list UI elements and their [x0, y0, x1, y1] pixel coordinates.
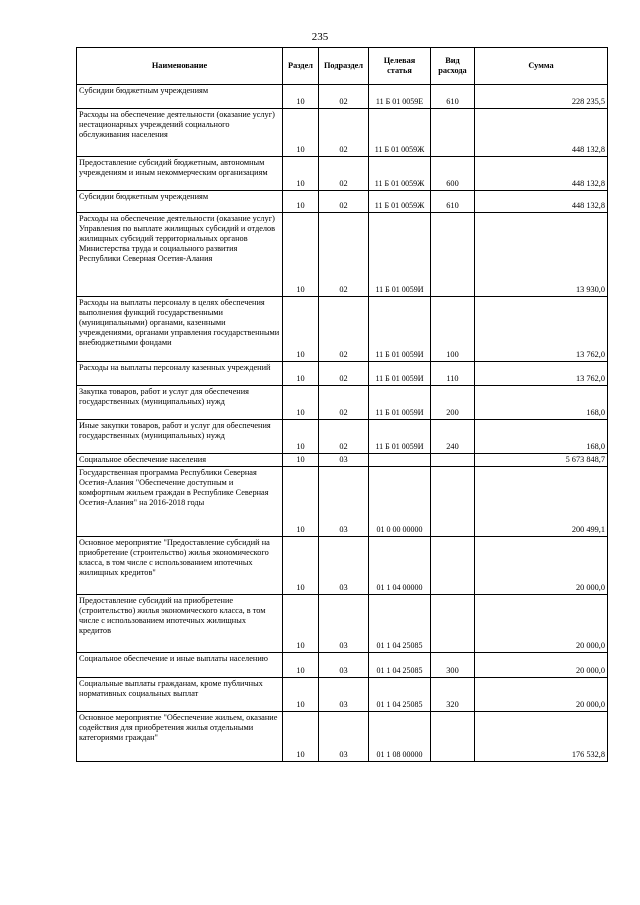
- row-target-article: 11 Б 01 0059И: [369, 362, 431, 386]
- row-section: 10: [283, 467, 319, 537]
- row-target-article: 01 1 04 25085: [369, 678, 431, 712]
- row-amount: 20 000,0: [475, 595, 608, 653]
- row-expense-type: 200: [431, 386, 475, 420]
- row-target-article: [369, 454, 431, 467]
- row-amount: 448 132,8: [475, 109, 608, 157]
- table-row: [77, 537, 608, 595]
- table-row: [77, 85, 608, 109]
- header-section: Раздел: [283, 48, 319, 85]
- row-name: Предоставление субсидий бюджетным, автономным учреждениям и иным некоммерческим организациям: [77, 157, 283, 191]
- row-expense-type: 610: [431, 85, 475, 109]
- row-amount: 168,0: [475, 386, 608, 420]
- row-name: Предоставление субсидий на приобретение (строительство) жилья экономического класса, в том числе с использованием ипотечных жилищных кредитов: [77, 595, 283, 653]
- header-row: [77, 48, 608, 85]
- table-row: [77, 191, 608, 213]
- row-subsection: 02: [319, 191, 369, 213]
- row-target-article: 11 Б 01 0059И: [369, 213, 431, 297]
- row-name: Основное мероприятие "Предоставление субсидий на приобретение (строительство) жилья экономического класса, в том числе с использованием ипотечных жилищных кредитов": [77, 537, 283, 595]
- row-section: 10: [283, 653, 319, 678]
- row-amount: 13 930,0: [475, 213, 608, 297]
- row-expense-type: [431, 595, 475, 653]
- row-name: Социальное обеспечение населения: [77, 454, 283, 467]
- table-row: [77, 595, 608, 653]
- row-name: Расходы на выплаты персоналу казенных учреждений: [77, 362, 283, 386]
- row-amount: 20 000,0: [475, 653, 608, 678]
- row-expense-type: 110: [431, 362, 475, 386]
- row-name: Расходы на обеспечение деятельности (оказание услуг) нестационарных учреждений социального обслуживания населения: [77, 109, 283, 157]
- row-subsection: 03: [319, 653, 369, 678]
- table-row: [77, 712, 608, 762]
- row-subsection: 03: [319, 712, 369, 762]
- row-amount: 5 673 848,7: [475, 454, 608, 467]
- row-expense-type: [431, 454, 475, 467]
- table-row: [77, 653, 608, 678]
- table-row: [77, 467, 608, 537]
- budget-table: [76, 47, 608, 762]
- row-subsection: 02: [319, 297, 369, 362]
- row-name: Государственная программа Республики Северная Осетия-Алания "Обеспечение доступным и комфортным жильем граждан в Республике Северная Осетия-Алания" на 2016-2018 годы: [77, 467, 283, 537]
- row-name: Расходы на обеспечение деятельности (оказание услуг) Управления по выплате жилищных субсидий и отделов жилищных субсидий территориальных органов Министерства труда и социального развития Республики Северная Осетия-Алания: [77, 213, 283, 297]
- row-amount: 168,0: [475, 420, 608, 454]
- row-name: Расходы на выплаты персоналу в целях обеспечения выполнения функций государственными (муниципальными) органами, казенными учреждениями, органами управления государственными внебюджетными фондами: [77, 297, 283, 362]
- row-amount: 228 235,5: [475, 85, 608, 109]
- row-section: 10: [283, 386, 319, 420]
- row-section: 10: [283, 537, 319, 595]
- row-target-article: 01 1 04 00000: [369, 537, 431, 595]
- row-amount: 176 532,8: [475, 712, 608, 762]
- row-target-article: 01 1 04 25085: [369, 595, 431, 653]
- row-subsection: 02: [319, 85, 369, 109]
- row-amount: 20 000,0: [475, 537, 608, 595]
- row-expense-type: [431, 213, 475, 297]
- row-target-article: 11 Б 01 0059Ж: [369, 109, 431, 157]
- row-expense-type: 100: [431, 297, 475, 362]
- row-expense-type: 320: [431, 678, 475, 712]
- row-section: 10: [283, 85, 319, 109]
- row-section: 10: [283, 362, 319, 386]
- table-row: [77, 678, 608, 712]
- row-section: 10: [283, 595, 319, 653]
- row-target-article: 11 Б 01 0059Ж: [369, 191, 431, 213]
- row-amount: 13 762,0: [475, 297, 608, 362]
- row-subsection: 03: [319, 595, 369, 653]
- row-expense-type: 610: [431, 191, 475, 213]
- row-expense-type: 600: [431, 157, 475, 191]
- table-row: [77, 109, 608, 157]
- row-name: Закупка товаров, работ и услуг для обеспечения государственных (муниципальных) нужд: [77, 386, 283, 420]
- table-row: [77, 157, 608, 191]
- row-target-article: 11 Б 01 0059Е: [369, 85, 431, 109]
- row-amount: 13 762,0: [475, 362, 608, 386]
- row-name: Социальное обеспечение и иные выплаты населению: [77, 653, 283, 678]
- row-expense-type: [431, 109, 475, 157]
- table-row: [77, 362, 608, 386]
- row-section: 10: [283, 454, 319, 467]
- row-expense-type: 300: [431, 653, 475, 678]
- row-subsection: 02: [319, 157, 369, 191]
- row-subsection: 02: [319, 109, 369, 157]
- row-amount: 448 132,8: [475, 157, 608, 191]
- table-row: [77, 213, 608, 297]
- row-subsection: 02: [319, 213, 369, 297]
- header-name: Наименование: [77, 48, 283, 85]
- row-subsection: 02: [319, 386, 369, 420]
- row-expense-type: [431, 712, 475, 762]
- row-section: 10: [283, 712, 319, 762]
- table-row: [77, 454, 608, 467]
- row-name: Субсидии бюджетным учреждениям: [77, 85, 283, 109]
- row-expense-type: [431, 467, 475, 537]
- row-target-article: 01 1 08 00000: [369, 712, 431, 762]
- header-subsection: Подраздел: [319, 48, 369, 85]
- table-row: [77, 386, 608, 420]
- header-target-article: Целевая статья: [369, 48, 431, 85]
- row-target-article: 11 Б 01 0059И: [369, 386, 431, 420]
- row-amount: 448 132,8: [475, 191, 608, 213]
- row-subsection: 02: [319, 420, 369, 454]
- row-expense-type: [431, 537, 475, 595]
- row-section: 10: [283, 678, 319, 712]
- row-section: 10: [283, 420, 319, 454]
- row-subsection: 03: [319, 678, 369, 712]
- row-subsection: 03: [319, 454, 369, 467]
- row-name: Субсидии бюджетным учреждениям: [77, 191, 283, 213]
- page-number: 235: [311, 31, 329, 43]
- row-target-article: 11 Б 01 0059И: [369, 297, 431, 362]
- row-subsection: 03: [319, 537, 369, 595]
- row-expense-type: 240: [431, 420, 475, 454]
- row-subsection: 02: [319, 362, 369, 386]
- row-name: Социальные выплаты гражданам, кроме публичных нормативных социальных выплат: [77, 678, 283, 712]
- row-section: 10: [283, 191, 319, 213]
- row-section: 10: [283, 109, 319, 157]
- table-row: [77, 297, 608, 362]
- row-section: 10: [283, 213, 319, 297]
- row-target-article: 01 1 04 25085: [369, 653, 431, 678]
- table-row: [77, 420, 608, 454]
- header-expense-type: Вид расхода: [431, 48, 475, 85]
- row-amount: 20 000,0: [475, 678, 608, 712]
- row-amount: 200 499,1: [475, 467, 608, 537]
- row-section: 10: [283, 297, 319, 362]
- row-target-article: 11 Б 01 0059И: [369, 420, 431, 454]
- row-name: Иные закупки товаров, работ и услуг для обеспечения государственных (муниципальных) нужд: [77, 420, 283, 454]
- header-amount: Сумма: [475, 48, 608, 85]
- row-target-article: 01 0 00 00000: [369, 467, 431, 537]
- row-section: 10: [283, 157, 319, 191]
- row-target-article: 11 Б 01 0059Ж: [369, 157, 431, 191]
- row-name: Основное мероприятие "Обеспечение жильем, оказание содействия для приобретения жилья отдельными категориями граждан": [77, 712, 283, 762]
- row-subsection: 03: [319, 467, 369, 537]
